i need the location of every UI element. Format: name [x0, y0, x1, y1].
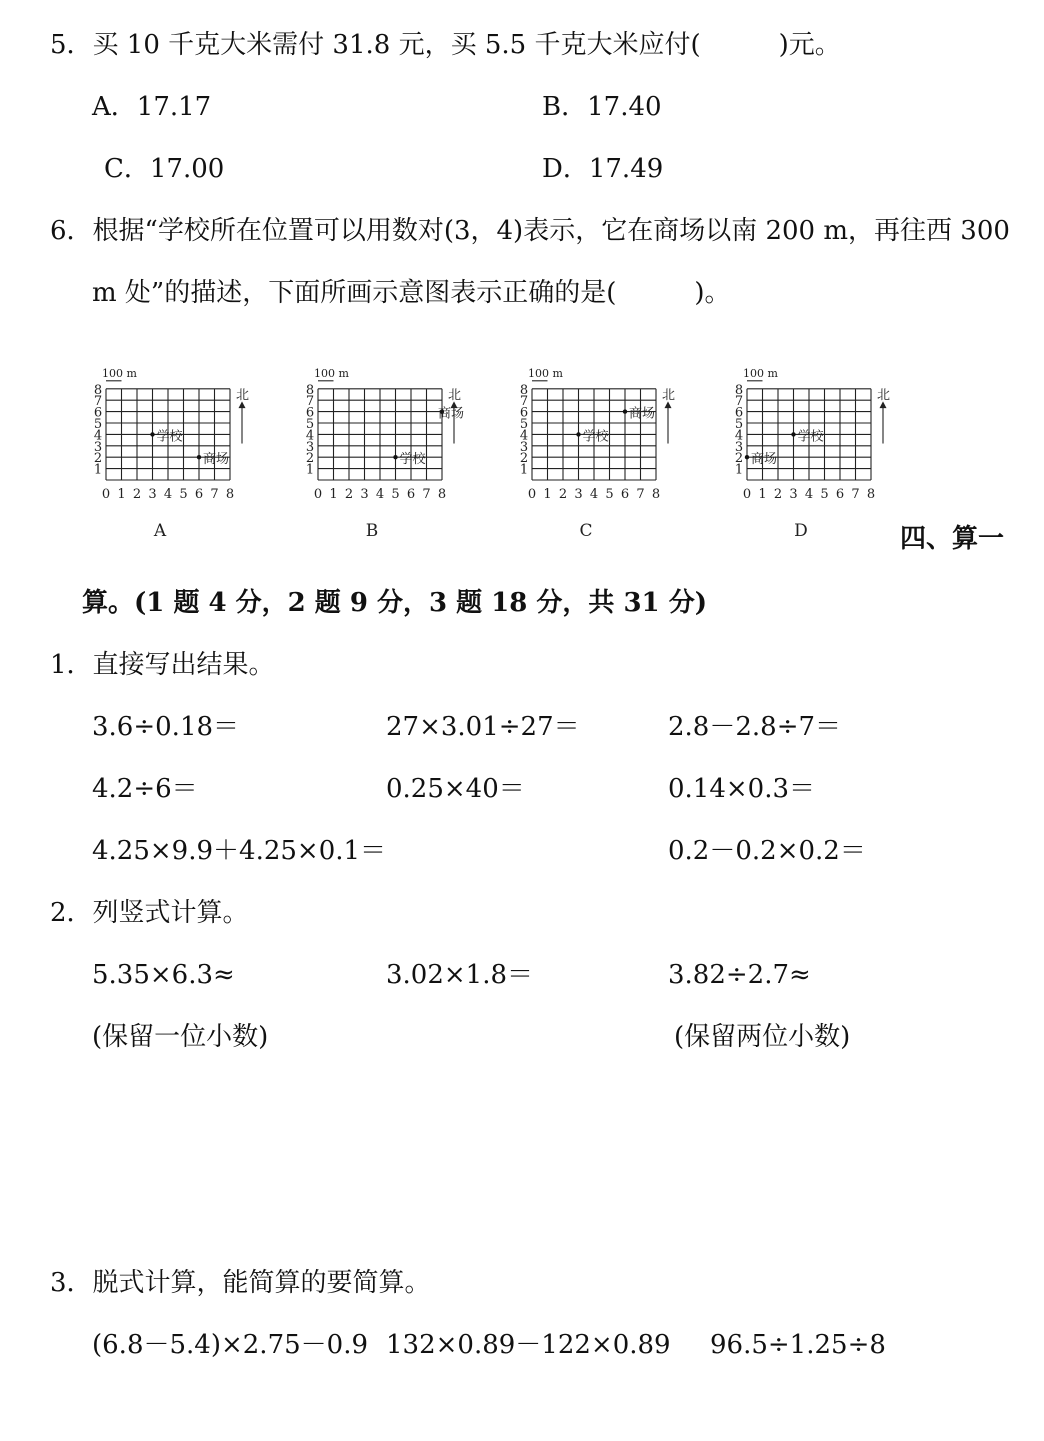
p1-item: 4.25×9.9＋4.25×0.1＝: [92, 836, 387, 866]
y-tick-label: 7: [305, 394, 315, 410]
y-tick-label: 8: [734, 382, 744, 398]
y-tick-label: 1: [305, 462, 315, 478]
p2-note: (保留一位小数): [92, 1022, 269, 1052]
p3-title: 3．脱式计算，能简算的要简算。: [50, 1268, 431, 1298]
q5-option-c[interactable]: C．17.00: [104, 154, 225, 184]
north-label: 北: [236, 388, 250, 404]
x-tick-label: 5: [605, 487, 614, 502]
y-tick-label: 7: [734, 394, 744, 410]
x-tick-label: 6: [835, 487, 845, 502]
q6-stem-line2: m 处”的描述，下面所画示意图表示正确的是( )。: [92, 278, 731, 308]
x-tick-label: 3: [574, 487, 583, 502]
x-tick-label: 4: [589, 487, 599, 502]
map-caption: D: [794, 521, 808, 541]
x-tick-label: 4: [804, 487, 814, 502]
y-tick-label: 6: [305, 405, 315, 421]
x-tick-label: 3: [789, 487, 798, 502]
map-d[interactable]: [727, 335, 897, 550]
q5-stem: 5．买 10 千克大米需付 31.8 元，买 5.5 千克大米应付( )元。: [50, 30, 841, 60]
y-tick-label: 6: [93, 405, 103, 421]
y-tick-label: 5: [93, 417, 103, 432]
p3-item: (6.8－5.4)×2.75－0.9: [92, 1330, 369, 1360]
x-tick-label: 5: [179, 487, 188, 502]
y-tick-label: 1: [734, 462, 744, 478]
p1-item: 0.14×0.3＝: [668, 774, 816, 804]
map-caption: A: [153, 521, 167, 541]
school-point: [791, 432, 795, 436]
x-tick-label: 6: [620, 487, 630, 502]
map-a[interactable]: [86, 335, 256, 550]
q6-stem-line1: 6．根据“学校所在位置可以用数对(3，4)表示，它在商场以南 200 m，再往西 300: [50, 216, 1010, 246]
x-tick-label: 8: [651, 487, 661, 502]
q5-option-b[interactable]: B．17.40: [542, 92, 662, 122]
p1-item: 27×3.01÷27＝: [386, 712, 580, 742]
y-tick-label: 8: [519, 382, 529, 398]
map-caption: C: [579, 521, 593, 541]
y-tick-label: 7: [519, 394, 529, 410]
p1-item: 4.2÷6＝: [92, 774, 198, 804]
section4-title-part2: 算。(1 题 4 分，2 题 9 分，3 题 18 分，共 31 分): [82, 588, 707, 618]
y-tick-label: 4: [734, 428, 744, 444]
y-tick-label: 1: [93, 462, 103, 478]
y-tick-label: 4: [305, 428, 315, 444]
x-tick-label: 6: [406, 487, 416, 502]
x-tick-label: 2: [773, 487, 783, 502]
scale-label: 100 m: [743, 366, 778, 380]
north-label: 北: [662, 388, 676, 404]
x-tick-label: 8: [437, 487, 447, 502]
x-tick-label: 7: [851, 487, 860, 502]
x-tick-label: 3: [360, 487, 369, 502]
x-tick-label: 4: [163, 487, 173, 502]
x-tick-label: 6: [194, 487, 204, 502]
x-tick-label: 8: [225, 487, 235, 502]
q5-option-a[interactable]: A．17.17: [92, 92, 212, 122]
x-tick-label: 5: [391, 487, 400, 502]
p3-item: 132×0.89－122×0.89: [386, 1330, 671, 1360]
x-tick-label: 7: [636, 487, 645, 502]
north-label: 北: [448, 388, 462, 404]
p2-note: (保留两位小数): [674, 1022, 851, 1052]
y-tick-label: 2: [734, 451, 744, 467]
y-tick-label: 3: [305, 439, 315, 455]
school-point: [150, 432, 154, 436]
x-tick-label: 1: [543, 487, 552, 502]
school-point: [576, 432, 580, 436]
mall-label: 商场: [438, 406, 465, 422]
x-tick-label: 2: [132, 487, 142, 502]
x-tick-label: 1: [117, 487, 126, 502]
x-tick-label: 1: [329, 487, 338, 502]
mall-point: [745, 455, 749, 459]
school-label: 学校: [399, 452, 426, 468]
mall-label: 商场: [203, 452, 230, 468]
mall-label: 商场: [751, 452, 778, 468]
x-tick-label: 7: [422, 487, 431, 502]
x-tick-label: 0: [527, 487, 537, 502]
x-tick-label: 3: [148, 487, 157, 502]
mall-point: [623, 409, 627, 413]
p1-item: 0.2－0.2×0.2＝: [668, 836, 866, 866]
y-tick-label: 6: [519, 405, 529, 421]
y-tick-label: 2: [305, 451, 315, 467]
x-tick-label: 0: [742, 487, 752, 502]
y-tick-label: 3: [734, 439, 744, 455]
x-tick-label: 5: [820, 487, 829, 502]
x-tick-label: 4: [375, 487, 385, 502]
section4-title-part1: 四、算一: [900, 524, 1005, 554]
school-label: 学校: [797, 429, 824, 445]
y-tick-label: 2: [519, 451, 529, 467]
y-tick-label: 4: [519, 428, 529, 444]
x-tick-label: 2: [558, 487, 568, 502]
p3-item: 96.5÷1.25÷8: [710, 1330, 886, 1360]
x-tick-label: 0: [313, 487, 323, 502]
y-tick-label: 5: [734, 417, 744, 432]
y-tick-label: 3: [93, 439, 103, 455]
y-tick-label: 5: [305, 417, 315, 432]
scale-label: 100 m: [102, 366, 137, 380]
school-label: 学校: [156, 429, 183, 445]
q5-option-d[interactable]: D．17.49: [542, 154, 664, 184]
y-tick-label: 8: [93, 382, 103, 398]
map-c[interactable]: [512, 335, 682, 550]
school-point: [393, 455, 397, 459]
p2-item: 5.35×6.3≈: [92, 960, 235, 990]
y-tick-label: 1: [519, 462, 529, 478]
x-tick-label: 0: [101, 487, 111, 502]
p2-item: 3.02×1.8＝: [386, 960, 534, 990]
y-tick-label: 8: [305, 382, 315, 398]
mall-label: 商场: [629, 406, 656, 422]
mall-point: [197, 455, 201, 459]
p2-title: 2．列竖式计算。: [50, 898, 249, 928]
y-tick-label: 6: [734, 405, 744, 421]
school-label: 学校: [582, 429, 609, 445]
scale-label: 100 m: [314, 366, 349, 380]
scale-label: 100 m: [528, 366, 563, 380]
y-tick-label: 4: [93, 428, 103, 444]
y-tick-label: 5: [519, 417, 529, 432]
map-b[interactable]: [298, 335, 468, 550]
p2-item: 3.82÷2.7≈: [668, 960, 811, 990]
north-label: 北: [877, 388, 891, 404]
p1-item: 2.8－2.8÷7＝: [668, 712, 842, 742]
y-tick-label: 7: [93, 394, 103, 410]
y-tick-label: 3: [519, 439, 529, 455]
x-tick-label: 7: [210, 487, 219, 502]
p1-item: 0.25×40＝: [386, 774, 525, 804]
map-caption: B: [365, 521, 379, 541]
p1-title: 1．直接写出结果。: [50, 650, 275, 680]
x-tick-label: 1: [758, 487, 767, 502]
y-tick-label: 2: [93, 451, 103, 467]
x-tick-label: 8: [866, 487, 876, 502]
x-tick-label: 2: [344, 487, 354, 502]
p1-item: 3.6÷0.18＝: [92, 712, 240, 742]
